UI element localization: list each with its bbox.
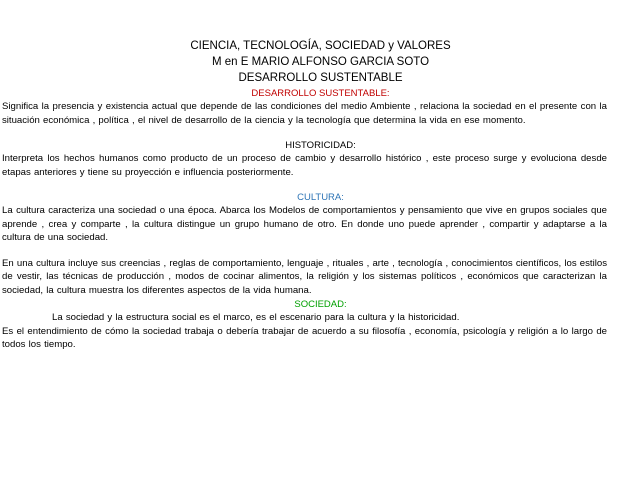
paragraph-desarrollo: Significa la presencia y existencia actual que depende de las condiciones del medio Ambiente , relaciona la sociedad en el presente con la situación económica , política , el nivel de desarrollo de la ciencia y la tecnología que determina la vida en ese momento.: [2, 101, 607, 126]
section-title-desarrollo: DESARROLLO SUSTENTABLE:: [251, 88, 390, 99]
author-name: M en E MARIO ALFONSO GARCIA SOTO: [211, 56, 430, 68]
paragraph-historicidad: Interpreta los hechos humanos como producto de un proceso de cambio y desarrollo histórico , este proceso surge y evoluciona desde etapas anteriores y tiene su proyección e influencia posteriormente.: [2, 153, 607, 178]
document-title: DESARROLLO SUSTENTABLE: [238, 72, 403, 84]
paragraph-cultura-1: La cultura caracteriza una sociedad o una época. Abarca los Modelos de comportamientos y pensamiento que vive en grupos sociales que aprende , crea y comparte , la cultura distingue un grupo humano de otro. En donde uno puede aprender , compartir y adaptarse a la cultura de una sociedad.: [2, 205, 607, 243]
paragraph-cultura-2: En una cultura incluye sus creencias , reglas de comportamiento, lenguaje , rituales , arte , tecnología , conocimientos científicos, los estilos de vestir, las técnicas de producción , modos de cocinar alimentos, la religión y los sistemas políticos , económicos que caracterizan la sociedad, la cultura muestra los diferentes aspectos de la vida humana.: [2, 257, 607, 296]
document-page: [2, 38, 607, 352]
paragraph-sociedad-1: La sociedad y la estructura social es el marco, es el escenario para la cultura y la historicidad.: [52, 312, 460, 323]
section-title-sociedad: SOCIEDAD:: [294, 299, 347, 310]
course-title: CIENCIA, TECNOLOGÍA, SOCIEDAD y VALORES: [190, 40, 451, 52]
paragraph-sociedad-2: Es el entendimiento de cómo la sociedad trabaja o debería trabajar de acuerdo a su filosofía , economía, psicología y religión a lo largo de todos los tiempo.: [2, 325, 607, 350]
document-header: [34, 38, 607, 86]
section-title-cultura: CULTURA:: [297, 192, 344, 203]
section-title-historicidad: HISTORICIDAD:: [285, 140, 356, 151]
